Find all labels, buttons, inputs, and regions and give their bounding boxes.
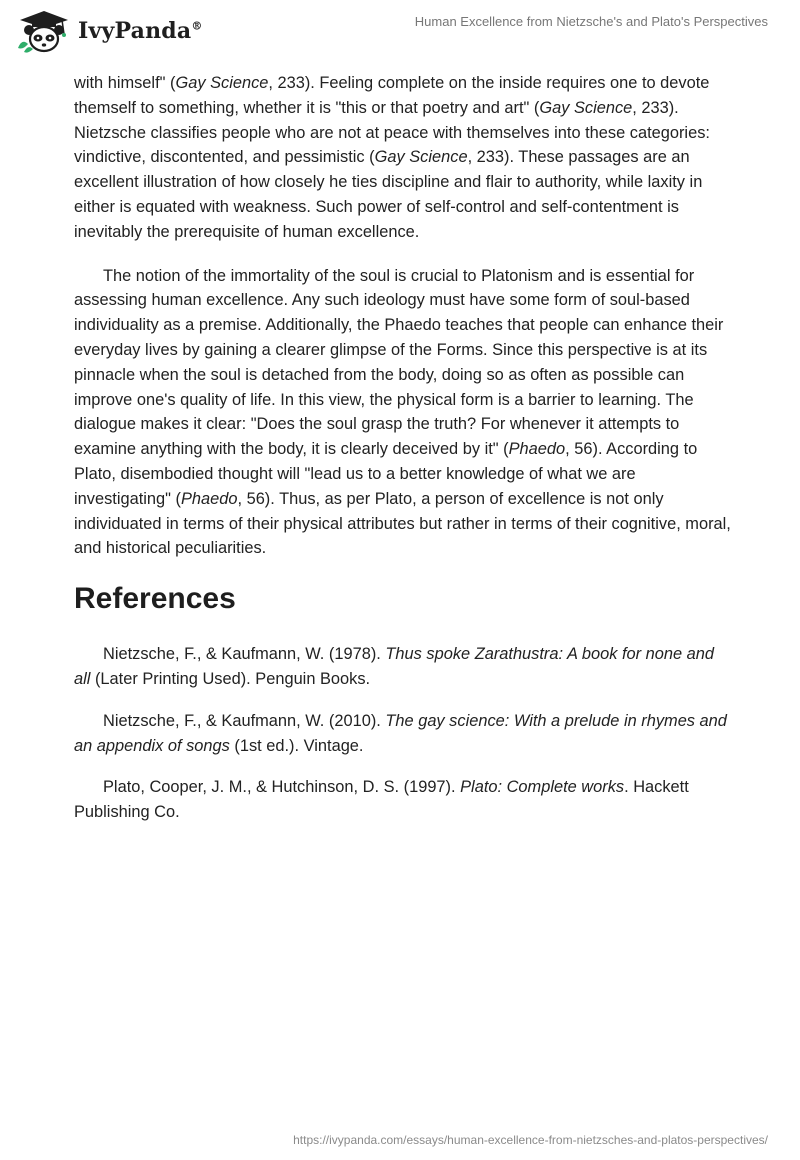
- reference-item: Nietzsche, F., & Kaufmann, W. (2010). The gay science: With a prelude in rhymes and an appendix of songs (1st ed.). Vintage.: [74, 711, 727, 755]
- reference-item: Plato, Cooper, J. M., & Hutchinson, D. S. (1997). Plato: Complete works. Hackett Publishing Co.: [74, 778, 689, 822]
- brand-name: IvyPanda®: [78, 18, 203, 44]
- panda-graduate-icon: [14, 8, 74, 54]
- body-paragraph: with himself" (Gay Science, 233). Feeling complete on the inside requires one to devote themself to something, whether it is "this or that poetry and art" (Gay Science, 233). Nietzsche classifies people who are not at peace with themselves into these categories: vindictive, discontented, and pessimistic (Gay Science, 233). These passages are an excellent illustration of how closely he ties discipline and flair to authority, while laxity in either is equated with weakness. Such power of self-control and self-contentment is inevitably the prerequisite of human excellence.: [74, 74, 710, 241]
- ivypanda-logo[interactable]: [14, 8, 203, 54]
- references-heading: References: [74, 582, 236, 616]
- document-title: Human Excellence from Nietzsche's and Plato's Perspectives: [414, 14, 768, 29]
- source-url-link[interactable]: https://ivypanda.com/essays/human-excellence-from-nietzsches-and-platos-perspectives/: [293, 1133, 768, 1147]
- page-header: [0, 0, 800, 60]
- essay-content: [74, 71, 734, 842]
- reference-item: Nietzsche, F., & Kaufmann, W. (1978). Thus spoke Zarathustra: A book for none and all (Later Printing Used). Penguin Books.: [74, 645, 715, 688]
- body-paragraph: The notion of the immortality of the soul is crucial to Platonism and is essential for assessing human excellence. Any such ideology must have some form of soul-based individuality as a premise. Additionally, the Phaedo teaches that people can enhance their everyday lives by gaining a clearer glimpse of the Forms. Since this perspective is at its pinnacle when the soul is detached from the body, doing so as often as possible can improve one's quality of life. In this view, the physical form is a barrier to learning. The dialogue makes it clear: "Does the soul grasp the truth? For whenever it attempts to examine anything with the body, it is clearly deceived by it" (Phaedo, 56). According to Plato, disembodied thought will "lead us to a better knowledge of what we are investigating" (Phaedo, 56). Thus, as per Plato, a person of excellence is not only individuated in terms of their physical attributes but rather in terms of their cognitive, moral, and historical peculiarities.: [74, 266, 731, 558]
